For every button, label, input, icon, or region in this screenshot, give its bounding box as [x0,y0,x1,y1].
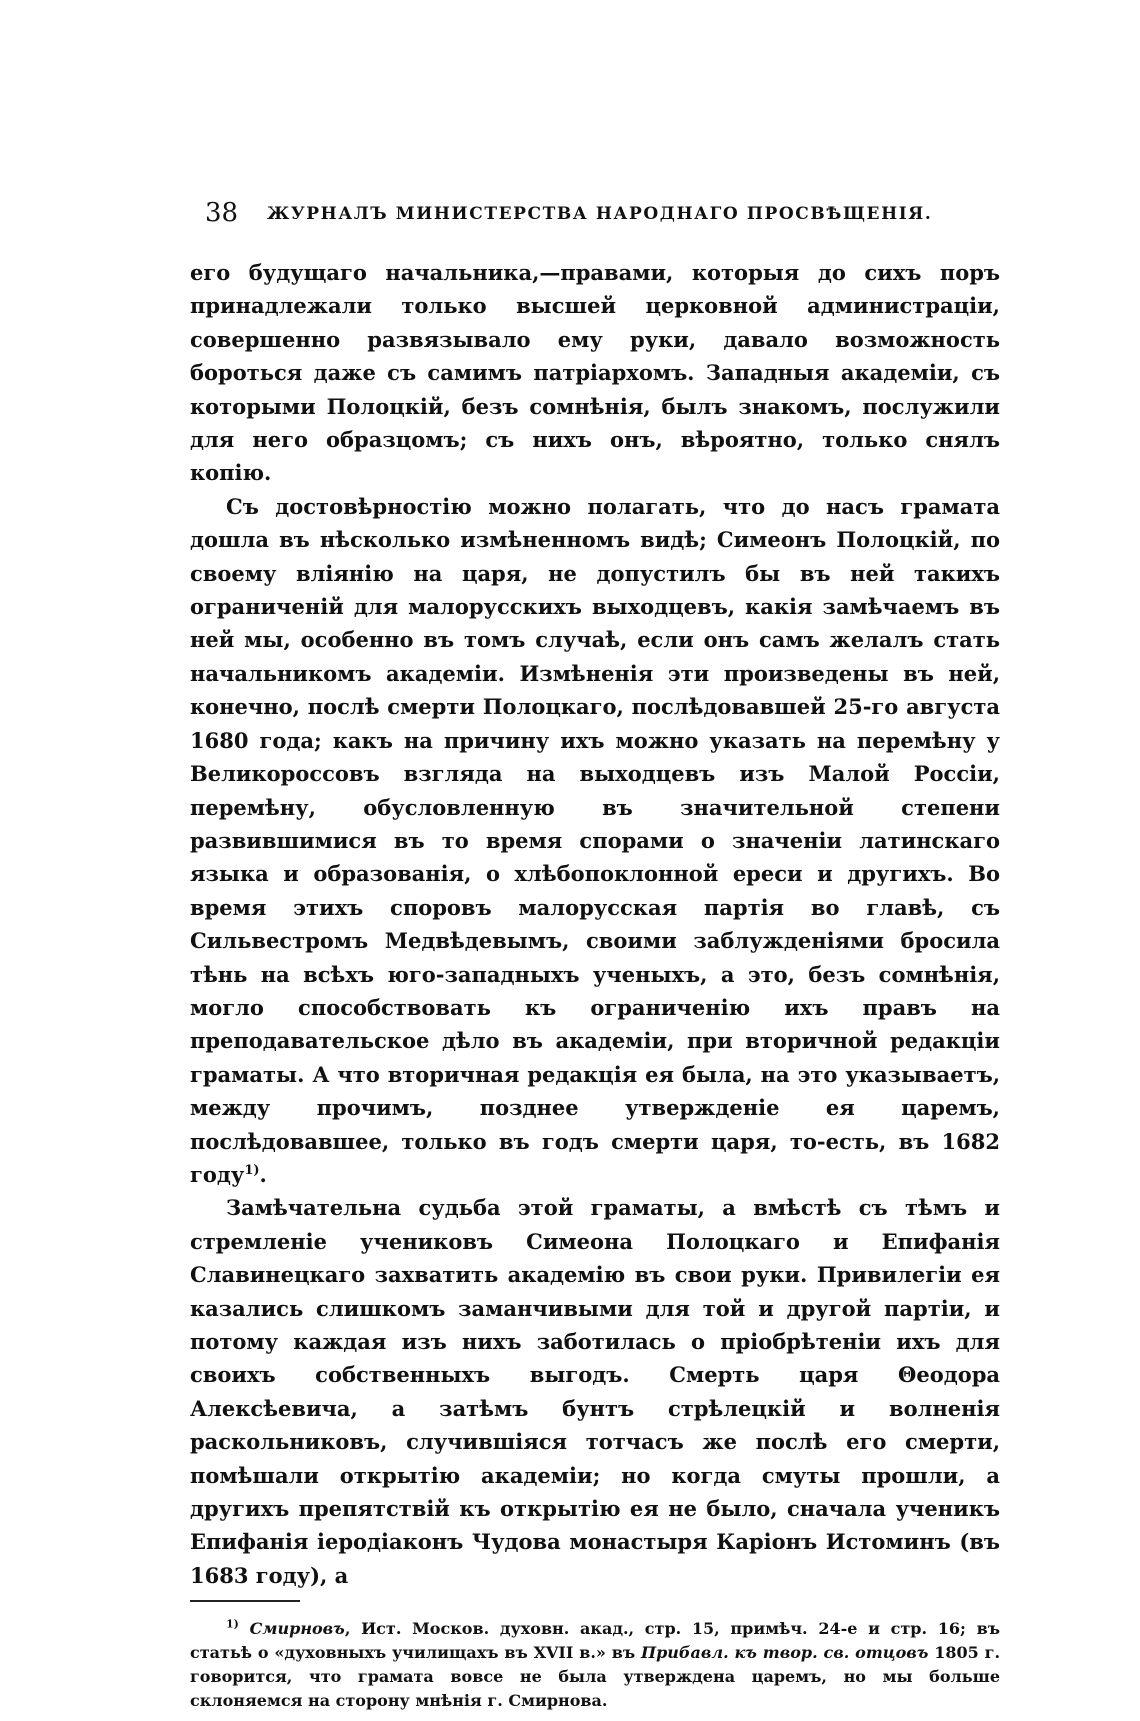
page-number: 38 [205,198,239,228]
page-header [205,198,985,232]
footnote-author: Смирновъ [249,1619,345,1638]
footnote-text: 1805 г. говорится, что грамата вовсе не была утверждена царемъ, но мы больше склоняемся на сторону мнѣнія г. Смирнова. [190,1643,1001,1710]
paragraph-text: его будущаго начальника,—правами, которыя до сихъ поръ принадлежали только высшей церковной администраціи, совершенно развязывало ему руки, давало возможность бороться даже съ самимъ патріархомъ. Западныя академіи, съ которыми Полоцкій, безъ сомнѣнія, былъ знакомъ, послужили для него образцомъ; съ нихъ онъ, вѣроятно, только снялъ копію. [190,260,1000,486]
paragraph-text: Съ достовѣрностію можно полагать, что до насъ грамата дошла въ нѣсколько измѣненномъ видѣ; Симеонъ Полоцкій, по своему вліянію на царя, не допустилъ бы въ ней такихъ ограниченій для малорусскихъ выходцевъ, какія замѣчаемъ въ ней мы, особенно въ томъ случаѣ, если онъ самъ желалъ стать начальникомъ академіи. Измѣненія эти произведены въ ней, конечно, послѣ смерти Полоцкаго, послѣдовавшей 25-го августа 1680 года; какъ на причину ихъ можно указать на перемѣну у Великороссовъ взгляда на выходцевъ изъ Малой Россіи, перемѣну, обусловленную въ значительной степени развившимися въ то время спорами о значеніи латинскаго языка и образованія, о хлѣбопоклонной ереси и другихъ. Во время этихъ споровъ малорусская партія во главѣ, съ Сильвестромъ Медвѣдевымъ, своими заблужденіями бросила тѣнь на всѣхъ юго-западныхъ ученыхъ, а это, безъ сомнѣнія, могло способствовать къ ограниченію ихъ правъ на преподавательское дѣло въ академіи, при вторичной редакціи граматы. А что вторичная редакція ея была, на это указываетъ, между прочимъ, позднее утвержденіе ея царемъ, послѣдовавшее, только въ годъ смерти царя, то-есть, въ 1682 году [190,493,1000,1187]
footnote-source: Прибавл. къ твор. св. отцовъ [640,1643,929,1662]
paragraph-text: Замѣчательна судьба этой граматы, а вмѣстѣ съ тѣмъ и стремленіе учениковъ Симеона Полоцкаго и Епифанія Славинецкаго захватить академію въ свои руки. Привилегіи ея казались слишкомъ заманчивыми для той и другой партіи, и потому каждая изъ нихъ заботилась о пріобрѣтеніи ихъ для своихъ собственныхъ выгодъ. Смерть царя Θеодора Алексѣевича, а затѣмъ бунтъ стрѣлецкій и волненія раскольниковъ, случившіяся тотчасъ же послѣ его смерти, помѣшали открытію академіи; но когда смуты прошли, а другихъ препятствій къ открытію ея не было, сначала ученикъ Епифанія іеродіаконъ Чудова монастыря Каріонъ Истоминъ (въ 1683 году), а [190,1195,1000,1588]
footnotes [190,1617,1000,1713]
body-text [190,256,1000,1592]
footnote-text: , Ист. Москов. духовн. акад., стр. 15, примѣч. 24-е и стр. 16; въ статьѣ о «духовныхъ училищахъ въ XVII в.» въ [190,1619,1000,1662]
footnote [190,1617,1000,1713]
paragraph [190,256,1000,490]
paragraph [190,1191,1000,1592]
paragraph [190,490,1000,1192]
paragraph-tail: . [259,1161,267,1187]
footnote-reference[interactable]: 1) [244,1162,260,1178]
footnote-divider [190,1600,300,1602]
running-head: ЖУРНАЛЪ МИНИСТЕРСТВА НАРОДНАГО ПРОСВѢЩЕНІЯ. [267,204,933,224]
footnote-mark: 1) [226,1617,239,1631]
